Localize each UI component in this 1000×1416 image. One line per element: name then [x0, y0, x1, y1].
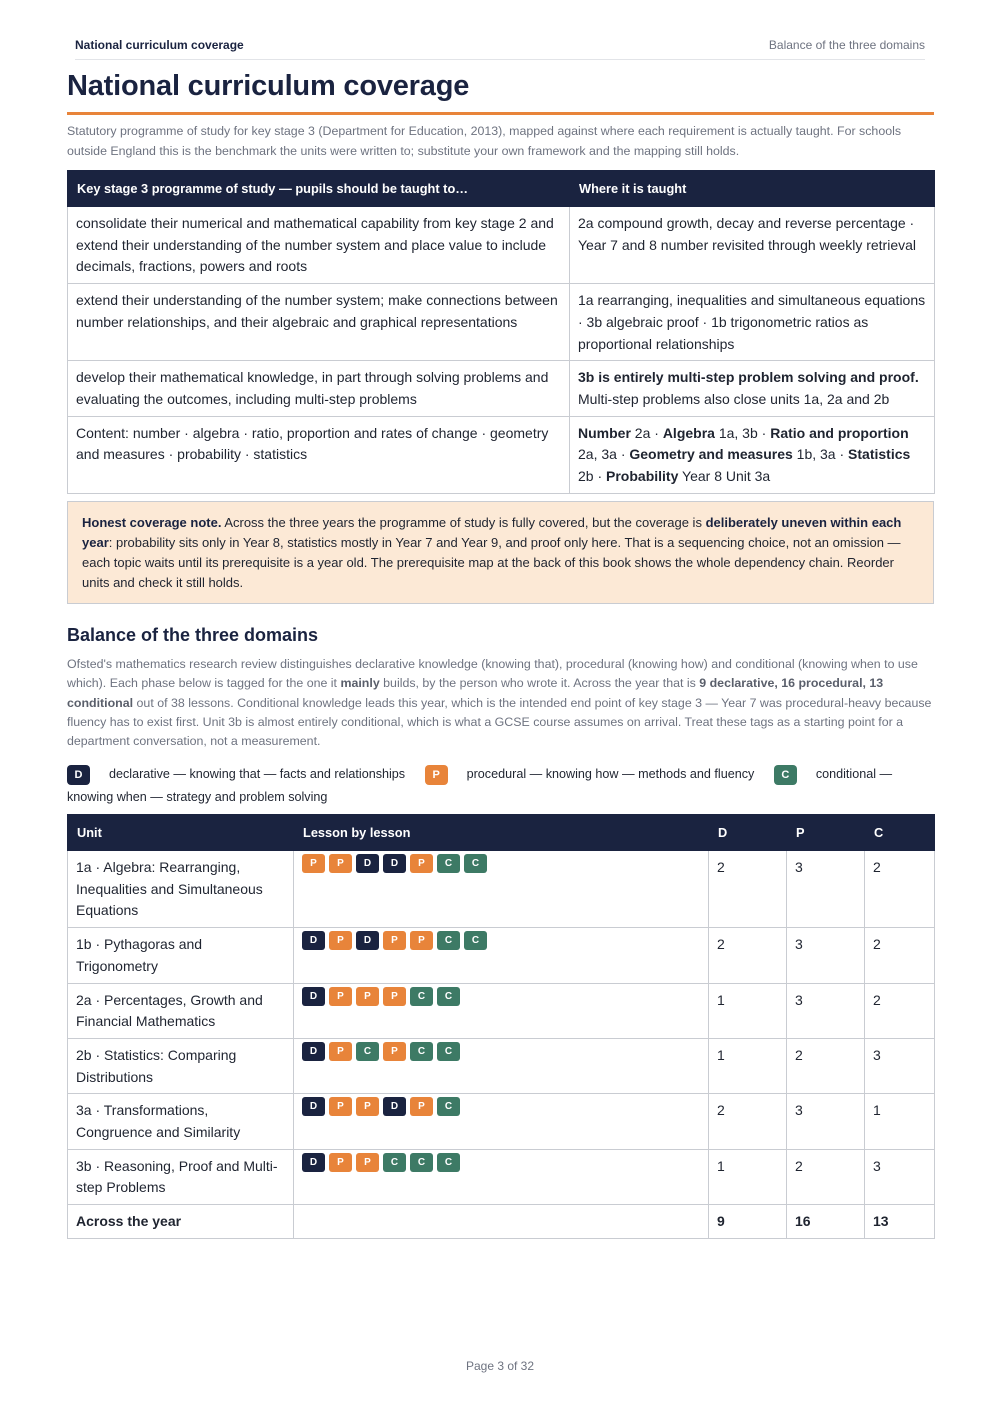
count-p: 2 [787, 1038, 865, 1093]
running-header-section: National curriculum coverage [75, 38, 244, 52]
page-title: National curriculum coverage [67, 70, 934, 115]
lesson-tag-p: P [410, 1097, 433, 1116]
units-table [67, 814, 935, 1239]
unit-row [68, 1094, 935, 1149]
lesson-tag-p: P [329, 931, 352, 950]
lesson-tag-d: D [356, 931, 379, 950]
lesson-tag-p: P [329, 1153, 352, 1172]
lesson-tag-c: C [410, 1042, 433, 1061]
count-d: 2 [709, 1094, 787, 1149]
content-strand-units: 1a, 3b · [714, 424, 771, 441]
unit-row [68, 1038, 935, 1093]
unit-name: 3a · Transformations, Congruence and Similarity [68, 1094, 294, 1149]
domains-emphasis: mainly [340, 676, 380, 691]
unit-name: 1a · Algebra: Rearranging, Inequalities and Simultaneous Equations [68, 851, 294, 928]
legend-label-declarative: declarative — knowing that — facts and relationships [109, 767, 406, 781]
units-header-c: C [865, 815, 935, 851]
lesson-tags-cell [294, 851, 709, 928]
legend-label-conditional: conditional — knowing when — strategy and problem solving [67, 767, 893, 804]
lesson-tag-d: D [383, 854, 406, 873]
lesson-tag-d: D [302, 1042, 325, 1061]
content-strand-units: 1b, 3a · [792, 446, 849, 463]
requirement-cell: consolidate their numerical and mathematical capability from key stage 2 and extend their understanding of the number system and place value to include decimals, fractions, powers and roots [68, 207, 570, 284]
domains-text: builds, by the person who wrote it. Across the year that is [379, 676, 700, 691]
lesson-tag-d: D [383, 1097, 406, 1116]
count-p: 3 [787, 983, 865, 1038]
lesson-tag-d: D [302, 1153, 325, 1172]
lesson-tag-p: P [383, 1042, 406, 1061]
lesson-tag-c: C [437, 1097, 460, 1116]
lesson-tag-p: P [356, 987, 379, 1006]
conditional-badge: C [774, 765, 797, 785]
unit-row [68, 983, 935, 1038]
count-c: 2 [865, 983, 935, 1038]
lesson-tag-p: P [410, 931, 433, 950]
total-d: 9 [709, 1205, 787, 1239]
units-table-header-row [68, 815, 935, 851]
lesson-tag-d: D [302, 987, 325, 1006]
callout-lead: Honest coverage note. [82, 515, 222, 530]
total-lessons-cell [294, 1205, 709, 1239]
domains-text: out of 38 lessons. Conditional knowledge leads this year, which is the intended end point of key stage 3 — Year 7 was procedural-heavy because fluency has to exist first. Unit 3b is almost entirely conditional, which is what a GCSE course assumes on arrival. Treat these tags as a starting point for a department conversation, not a measurement. [67, 695, 932, 749]
domains-totals: 9 declarative, 16 procedural, 13 conditional [67, 676, 884, 710]
lesson-tags-cell [294, 1038, 709, 1093]
unit-name: 2a · Percentages, Growth and Financial Mathematics [68, 983, 294, 1038]
count-c: 1 [865, 1094, 935, 1149]
lesson-tag-c: C [410, 987, 433, 1006]
section-heading: Balance of the three domains [67, 625, 319, 645]
units-header-unit: Unit [68, 815, 294, 851]
content-strand-units: Year 8 Unit 3a [678, 468, 771, 485]
lesson-tags-cell [294, 1094, 709, 1149]
lesson-tag-c: C [437, 1153, 460, 1172]
count-d: 1 [709, 983, 787, 1038]
lesson-tag-p: P [356, 1097, 379, 1116]
lesson-tag-c: C [437, 1042, 460, 1061]
where-taught-cell: 1a rearranging, inequalities and simultaneous equations · 3b algebraic proof · 1b trigonometric ratios as proportional relationships [570, 284, 935, 361]
lesson-tag-c: C [437, 931, 460, 950]
content-strand-units: 2b · [578, 468, 607, 485]
lesson-tag-d: D [302, 1097, 325, 1116]
lesson-tags-cell [294, 928, 709, 983]
lesson-tag-c: C [437, 854, 460, 873]
units-header-p: P [787, 815, 865, 851]
units-table-body [68, 851, 935, 1205]
unit-name: 2b · Statistics: Comparing Distributions [68, 1038, 294, 1093]
unit-row [68, 928, 935, 983]
requirement-cell: extend their understanding of the number system; make connections between number relationships, and their algebraic and graphical representations [68, 284, 570, 361]
requirement-cell: develop their mathematical knowledge, in part through solving problems and evaluating the outcomes, including multi-step problems [68, 361, 570, 416]
page-number: Page 3 of 32 [465, 1359, 535, 1373]
total-c: 13 [865, 1205, 935, 1239]
procedural-badge: P [425, 765, 448, 785]
content-strand-name: Geometry and measures [629, 446, 793, 463]
count-p: 3 [787, 928, 865, 983]
lesson-tag-p: P [329, 1042, 352, 1061]
unit-row [68, 851, 935, 928]
count-c: 3 [865, 1149, 935, 1204]
units-header-d: D [709, 815, 787, 851]
where-taught-cell [570, 416, 935, 493]
lesson-tag-p: P [410, 854, 433, 873]
curriculum-table [67, 170, 935, 494]
content-strand-units: 2a · [630, 424, 663, 441]
units-total-row [68, 1205, 935, 1239]
lesson-tags-cell [294, 1149, 709, 1204]
unit-name: 3b · Reasoning, Proof and Multi-step Problems [68, 1149, 294, 1204]
curriculum-row [68, 284, 935, 361]
curriculum-row [68, 416, 935, 493]
lesson-tag-p: P [383, 931, 406, 950]
count-p: 2 [787, 1149, 865, 1204]
count-c: 3 [865, 1038, 935, 1093]
content-strand-name: Statistics [848, 446, 911, 463]
content-strand-units: 2a, 3a · [578, 446, 630, 463]
where-taught-cell [570, 361, 935, 416]
content-strand-name: Ratio and proportion [770, 424, 909, 441]
domains-text: Ofsted's mathematics research review distinguishes declarative knowledge (knowing that), procedural (knowing how) and conditional (knowing when to use which). Each phase below is tagged for the one it [67, 657, 918, 691]
count-d: 2 [709, 928, 787, 983]
lesson-tag-c: C [356, 1042, 379, 1061]
content-strand-name: Number [578, 424, 631, 441]
where-taught-text: Multi-step problems also close units 1a, 2a and 2b [578, 390, 890, 407]
count-d: 2 [709, 851, 787, 928]
unit-row [68, 1149, 935, 1204]
running-header-subsection: Balance of the three domains [768, 38, 925, 52]
curriculum-row [68, 207, 935, 284]
callout-text: : probability sits only in Year 8, statistics mostly in Year 7 and Year 9, and proof only here. That is a sequencing choice, not an omission — each topic waits until its prerequisite is a year old. The prerequisite map at the back of this book shows the whole dependency chain. Reorder units and check it still holds. [82, 535, 901, 590]
coverage-note-callout [67, 501, 934, 604]
intro-paragraph: Statutory programme of study for key stage 3 (Department for Education, 2013), mapped against where each requirement is actually taught. For schools outside England this is the benchmark the units were written to; substitute your own framework and the mapping still holds. [67, 124, 902, 158]
where-taught-cell: 2a compound growth, decay and reverse percentage · Year 7 and 8 number revisited through weekly retrieval [570, 207, 935, 284]
lesson-tag-c: C [410, 1153, 433, 1172]
lesson-tag-p: P [329, 1097, 352, 1116]
count-d: 1 [709, 1038, 787, 1093]
curriculum-row [68, 361, 935, 416]
domain-legend [67, 763, 934, 809]
lesson-tag-p: P [302, 854, 325, 873]
lesson-tag-c: C [464, 931, 487, 950]
units-header-lessons: Lesson by lesson [294, 815, 709, 851]
lesson-tag-p: P [329, 854, 352, 873]
domains-paragraph [67, 655, 934, 751]
unit-name: 1b · Pythagoras and Trigonometry [68, 928, 294, 983]
total-p: 16 [787, 1205, 865, 1239]
lesson-tag-p: P [329, 987, 352, 1006]
curriculum-header-requirement: Key stage 3 programme of study — pupils should be taught to… [68, 171, 570, 207]
count-c: 2 [865, 851, 935, 928]
where-taught-emphasis: 3b is entirely multi-step problem solving and proof. [578, 369, 919, 386]
count-c: 2 [865, 928, 935, 983]
lesson-tag-d: D [302, 931, 325, 950]
curriculum-table-header-row [68, 171, 935, 207]
lesson-tag-c: C [383, 1153, 406, 1172]
count-d: 1 [709, 1149, 787, 1204]
count-p: 3 [787, 1094, 865, 1149]
callout-emphasis: deliberately uneven within each year [82, 515, 902, 550]
content-strand-name: Algebra [662, 424, 715, 441]
lesson-tag-p: P [356, 1153, 379, 1172]
requirement-cell: Content: number · algebra · ratio, proportion and rates of change · geometry and measures · probability · statistics [68, 416, 570, 493]
count-p: 3 [787, 851, 865, 928]
legend-label-procedural: procedural — knowing how — methods and fluency [466, 767, 755, 781]
declarative-badge: D [67, 765, 90, 785]
running-header [75, 38, 925, 60]
lesson-tags-cell [294, 983, 709, 1038]
content-strand-name: Probability [606, 468, 679, 485]
callout-text: Across the three years the programme of study is fully covered, but the coverage is [221, 515, 706, 530]
total-label: Across the year [68, 1205, 294, 1239]
lesson-tag-p: P [383, 987, 406, 1006]
lesson-tag-d: D [356, 854, 379, 873]
curriculum-header-where: Where it is taught [570, 171, 935, 207]
lesson-tag-c: C [437, 987, 460, 1006]
lesson-tag-c: C [464, 854, 487, 873]
